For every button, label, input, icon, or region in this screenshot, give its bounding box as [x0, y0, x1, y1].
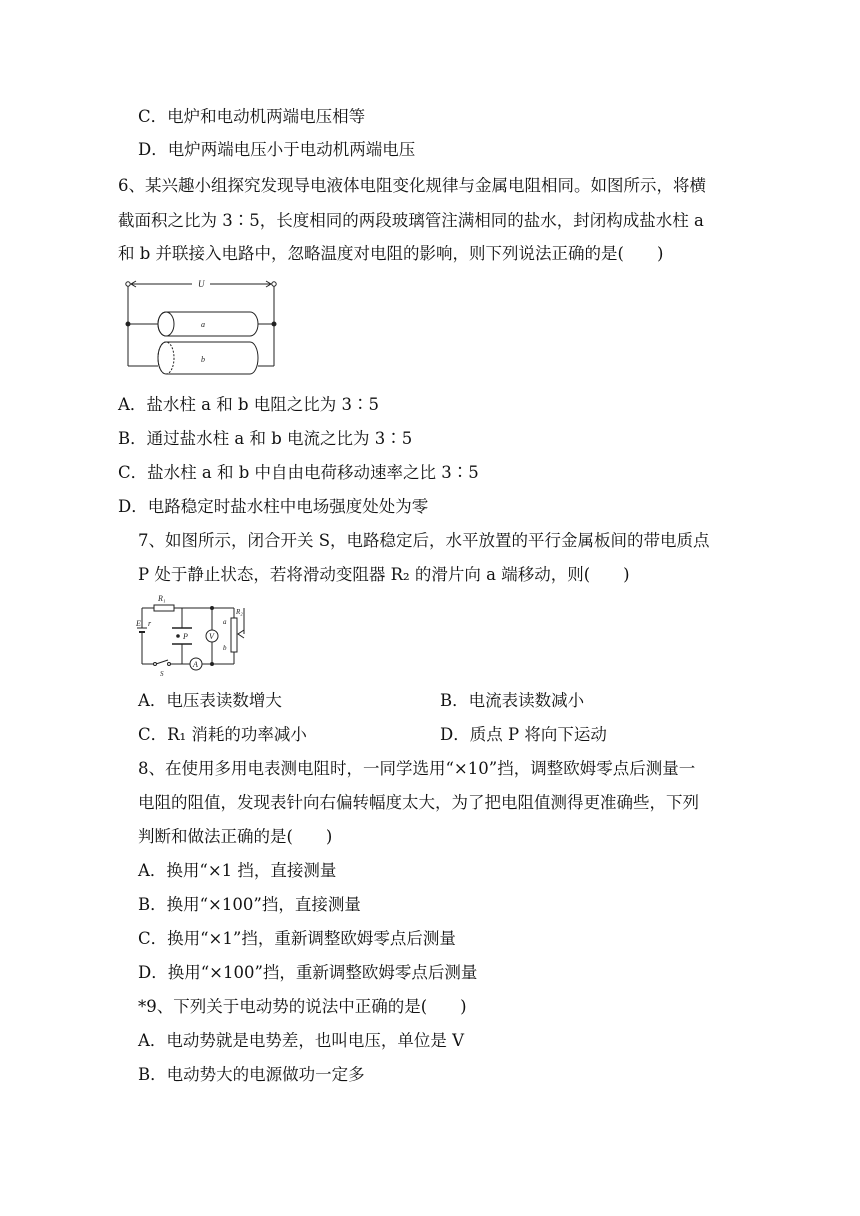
label-r2: R₂	[236, 608, 243, 616]
label-p: P	[183, 632, 188, 641]
node-top	[211, 607, 214, 610]
q8-option-c: C．换用“×1”挡，重新调整欧姆零点后测量	[138, 929, 456, 948]
q6-option-a: A．盐水柱 a 和 b 电阻之比为 3∶5	[118, 395, 380, 414]
q6-option-c: C．盐水柱 a 和 b 中自由电荷移动速率之比 3∶5	[118, 463, 479, 482]
resistor-r1	[154, 605, 174, 611]
label-b-end: b	[223, 644, 227, 652]
q8-stem-line1: 8、在使用多用电表测电阻时，一同学选用“×10”挡，调整欧姆零点后测量一	[138, 759, 696, 778]
label-s: S	[160, 670, 164, 678]
q5-option-d: D．电炉两端电压小于电动机两端电压	[138, 140, 416, 159]
label-a: a	[201, 320, 205, 329]
q7-option-a: A．电压表读数增大	[138, 691, 282, 710]
q8-stem-line3: 判断和做法正确的是( )	[138, 827, 333, 846]
q7-stem-line1: 7、如图所示，闭合开关 S，电路稳定后，水平放置的平行金属板间的带电质点	[138, 531, 710, 550]
node-bottom	[211, 663, 214, 666]
switch-blade	[156, 660, 168, 664]
label-r1: R₁	[158, 594, 166, 603]
q9-option-a: A．电动势就是电势差，也叫电压，单位是 V	[138, 1031, 465, 1050]
q6-option-d: D．电路稳定时盐水柱中电场强度处处为零	[118, 497, 429, 516]
tube-a	[158, 312, 258, 336]
node-right	[272, 322, 276, 326]
q9-option-b: B．电动势大的电源做功一定多	[138, 1065, 365, 1084]
q8-option-b: B．换用“×100”挡，直接测量	[138, 895, 361, 914]
q9-stem-line1: *9、下列关于电动势的说法中正确的是( )	[138, 997, 467, 1016]
q6-stem-line3: 和 b 并联接入电路中，忽略温度对电阻的影响，则下列说法正确的是( )	[118, 244, 664, 263]
q6-stem-line2: 截面积之比为 3∶5，长度相同的两段玻璃管注满相同的盐水，封闭构成盐水柱 a	[118, 211, 704, 230]
q7-option-b: B．电流表读数减小	[440, 691, 585, 710]
q7-option-d: D．质点 P 将向下运动	[440, 725, 607, 744]
rheostat-r2	[231, 618, 237, 652]
q7-option-c: C．R₁ 消耗的功率减小	[138, 725, 307, 744]
label-u: U	[198, 279, 205, 289]
node-left	[126, 322, 130, 326]
label-b: b	[201, 355, 205, 364]
q7-circuit-diagram	[134, 590, 252, 680]
label-a-end: a	[223, 618, 227, 626]
q5-option-c: C．电炉和电动机两端电压相等	[138, 107, 366, 126]
terminal-right	[272, 282, 276, 286]
q8-stem-line2: 电阻的阻值，发现表针向右偏转幅度太大，为了把电阻值测得更准确些，下列	[138, 793, 699, 812]
tube-b	[158, 342, 258, 374]
label-r: r	[148, 619, 152, 628]
label-voltmeter: V	[209, 632, 214, 641]
rheostat-slider	[238, 630, 244, 638]
q8-option-d: D．换用“×100”挡，重新调整欧姆零点后测量	[138, 963, 478, 982]
terminal-left	[126, 282, 130, 286]
q7-stem-line2: P 处于静止状态，若将滑动变阻器 R₂ 的滑片向 a 端移动，则( )	[138, 565, 630, 584]
q6-stem-line1: 6、某兴趣小组探究发现导电液体电阻变化规律与金属电阻相同。如图所示，将横	[118, 176, 706, 195]
q6-option-b: B．通过盐水柱 a 和 b 电流之比为 3∶5	[118, 429, 413, 448]
q6-circuit-diagram	[120, 274, 285, 380]
label-e: E	[136, 619, 141, 628]
q8-option-a: A．换用“×1 挡，直接测量	[138, 861, 337, 880]
particle-p	[177, 635, 180, 638]
label-ammeter: A	[193, 660, 198, 669]
